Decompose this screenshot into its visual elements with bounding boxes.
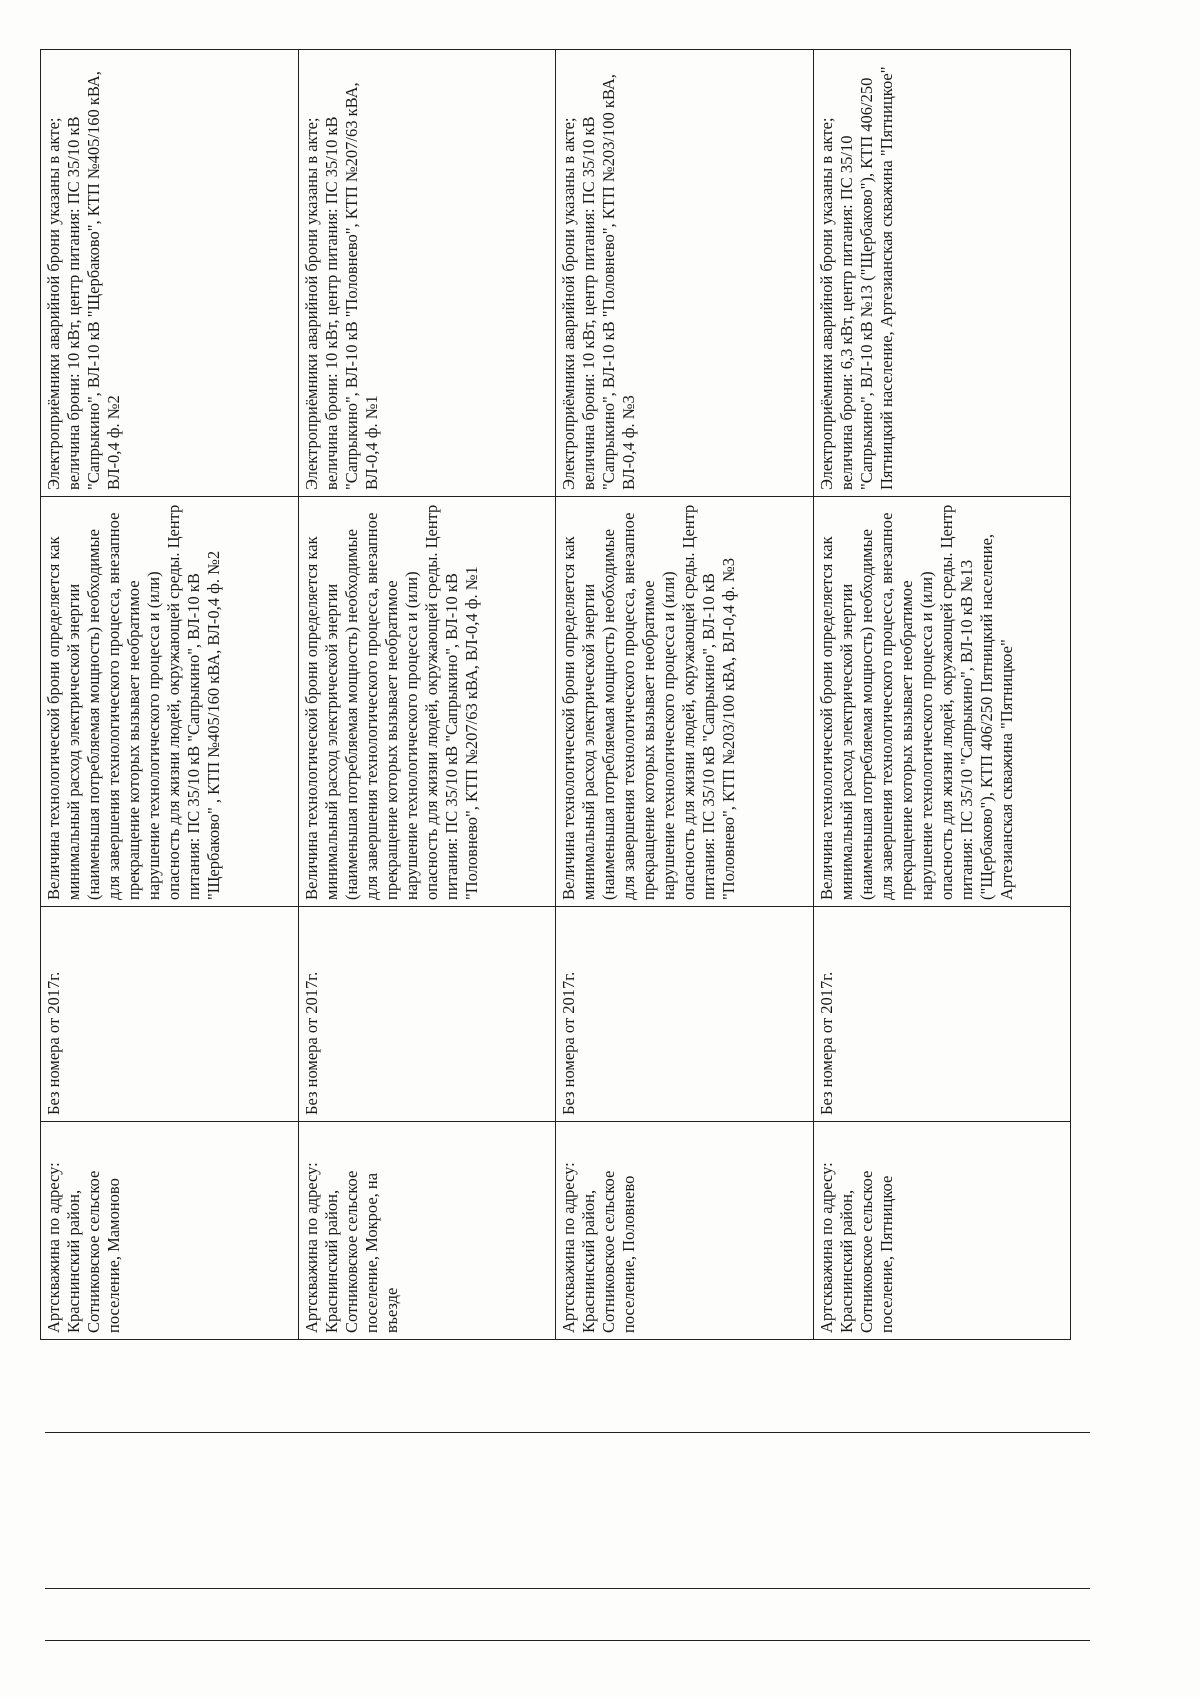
signature-line — [45, 1640, 1090, 1641]
cell-emergency-reserve: Электроприёмники аварийной брони указаны в акте; величина брони: 10 кВт, центр питания: ПС 35/10 кВ "Сапрыкино", ВЛ-10 кВ "Половнево", КТП №207/63 кВА, ВЛ-0,4 ф. №1 — [298, 50, 556, 497]
table-row — [813, 50, 1071, 1340]
cell-act: Без номера от 2017г. — [813, 907, 1071, 1122]
cell-object: Артскважина по адресу: Краснинский район, Сотниковское сельское поселение, Мамоново — [41, 1122, 299, 1340]
cell-tech-reserve: Величина технологической брони определяется как минимальный расход электрической энергии (наименьшая потребляемая мощность) необходимые для завершения технологического процесса, внезапное прекращение которых вызывает необратимое нарушение технологического процесса и (или) опасность для жизни людей, окружающей среды. Центр питания: ПС 35/10 кВ "Сапрыкино", ВЛ-10 кВ "Половнево", КТП №203/100 кВА, ВЛ-0,4 ф. №3 — [556, 497, 814, 907]
reservation-table — [40, 49, 1071, 1340]
table-row — [556, 50, 814, 1340]
cell-tech-reserve: Величина технологической брони определяется как минимальный расход электрической энергии (наименьшая потребляемая мощность) необходимые для завершения технологического процесса, внезапное прекращение которых вызывает необратимое нарушение технологического процесса и (или) опасность для жизни людей, окружающей среды. Центр питания: ПС 35/10 кВ "Сапрыкино", ВЛ-10 кВ "Щербаково" , КТП №405/160 кВА, ВЛ-0,4 ф. №2 — [41, 497, 299, 907]
table-row — [298, 50, 556, 1340]
cell-emergency-reserve: Электроприёмники аварийной брони указаны в акте; величина брони: 10 кВт, центр питания: ПС 35/10 кВ "Сапрыкино", ВЛ-10 кВ "Щербаково", КТП №405/160 кВА, ВЛ-0,4 ф. №2 — [41, 50, 299, 497]
signature-line — [45, 1432, 1090, 1433]
cell-tech-reserve: Величина технологической брони определяется как минимальный расход электрической энергии (наименьшая потребляемая мощность) необходимые для завершения технологического процесса, внезапное прекращение которых вызывает необратимое нарушение технологического процесса и (или) опасность для жизни людей, окружающей среды. Центр питания: ПС 35/10 "Сапрыкино", ВЛ-10 кВ №13 ("Щербаково"), КТП 406/250 Пятницкий население, Артезианская скважина "Пятницкое" — [813, 497, 1071, 907]
cell-tech-reserve: Величина технологической брони определяется как минимальный расход электрической энергии (наименьшая потребляемая мощность) необходимые для завершения технологического процесса, внезапное прекращение которых вызывает необратимое нарушение технологического процесса и (или) опасность для жизни людей, окружающей среды. Центр питания: ПС 35/10 кВ "Сапрыкино", ВЛ-10 кВ "Половнево", КТП №207/63 кВА, ВЛ-0,4 ф. №1 — [298, 497, 556, 907]
cell-object: Артскважина по адресу: Краснинский район, Сотниковское сельское поселение, Половнево — [556, 1122, 814, 1340]
cell-emergency-reserve: Электроприёмники аварийной брони указаны в акте; величина брони: 6,3 кВт, центр питания: ПС 35/10 "Сапрыкино", ВЛ-10 кВ №13 ("Щербаково"), КТП 406/250 Пятницкий население, Артезианская скважина "Пятницкое" — [813, 50, 1071, 497]
cell-object: Артскважина по адресу: Краснинский район, Сотниковское сельское поселение, Мокрое, на въезде — [298, 1122, 556, 1340]
table-row — [41, 50, 299, 1340]
cell-act: Без номера от 2017г. — [41, 907, 299, 1122]
cell-object: Артскважина по адресу: Краснинский район, Сотниковское сельское поселение, Пятницкое — [813, 1122, 1071, 1340]
rotated-table-wrapper — [40, 50, 1070, 1340]
cell-act: Без номера от 2017г. — [556, 907, 814, 1122]
signature-line — [45, 1588, 1090, 1589]
cell-emergency-reserve: Электроприёмники аварийной брони указаны в акте; величина брони: 10 кВт, центр питания: ПС 35/10 кВ "Сапрыкино", ВЛ-10 кВ "Половнево", КТП №203/100 кВА, ВЛ-0,4 ф. №3 — [556, 50, 814, 497]
cell-act: Без номера от 2017г. — [298, 907, 556, 1122]
